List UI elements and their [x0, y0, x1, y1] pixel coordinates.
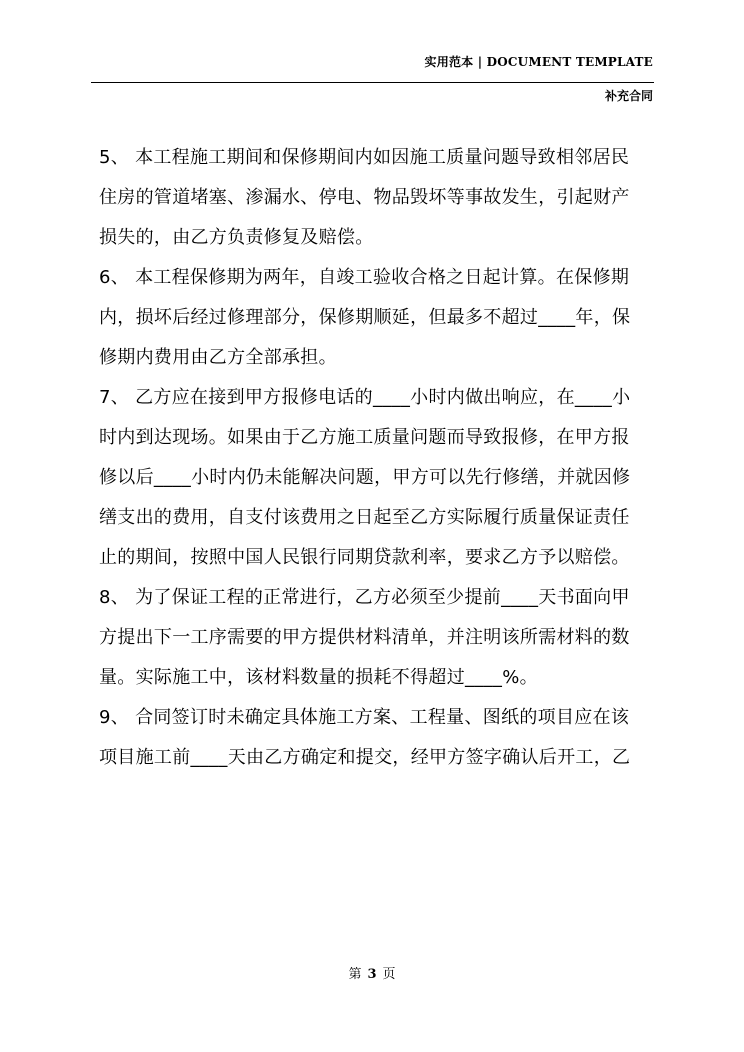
- page-number: 3: [367, 967, 377, 982]
- body-line: 5、 本工程施工期间和保修期间内如因施工质量问题导致相邻居民: [99, 147, 630, 168]
- header-title: 实用范本 | DOCUMENT TEMPLATE: [424, 55, 653, 69]
- body-line: 量。实际施工中，该材料数量的损耗不得超过____%。: [99, 667, 538, 688]
- body-line: 修期内费用由乙方全部承担。: [99, 347, 337, 368]
- body-line: 内，损坏后经过修理部分，保修期顺延，但最多不超过____年，保: [99, 307, 631, 328]
- body-line: 修以后____小时内仍未能解决问题，甲方可以先行修缮，并就因修: [99, 467, 631, 488]
- header-divider: [91, 82, 654, 83]
- body-line: 6、 本工程保修期为两年，自竣工验收合格之日起计算。在保修期: [99, 267, 630, 288]
- page-label-suffix: 页: [382, 967, 396, 982]
- body-line: 7、 乙方应在接到甲方报修电话的____小时内做出响应，在____小: [99, 387, 631, 408]
- body-line: 住房的管道堵塞、渗漏水、停电、物品毁坏等事故发生，引起财产: [99, 187, 630, 208]
- page-label-prefix: 第: [348, 967, 362, 982]
- body-line: 时内到达现场。如果由于乙方施工质量问题而导致报修，在甲方报: [99, 427, 630, 448]
- body-line: 方提出下一工序需要的甲方提供材料清单，并注明该所需材料的数: [99, 627, 630, 648]
- body-line: 止的期间，按照中国人民银行同期贷款利率，要求乙方予以赔偿。: [99, 547, 630, 568]
- body-line: 9、 合同签订时未确定具体施工方案、工程量、图纸的项目应在该: [99, 707, 630, 728]
- body-line: 项目施工前____天由乙方确定和提交，经甲方签字确认后开工，乙: [99, 747, 631, 768]
- header-subtitle: 补充合同: [604, 89, 653, 103]
- body-line: 损失的，由乙方负责修复及赔偿。: [99, 227, 374, 248]
- body-line: 8、 为了保证工程的正常进行，乙方必须至少提前____天书面向甲: [99, 587, 630, 608]
- body-line: 缮支出的费用，自支付该费用之日起至乙方实际履行质量保证责任: [99, 507, 630, 528]
- document-body: [99, 138, 659, 778]
- page-footer: [0, 963, 744, 982]
